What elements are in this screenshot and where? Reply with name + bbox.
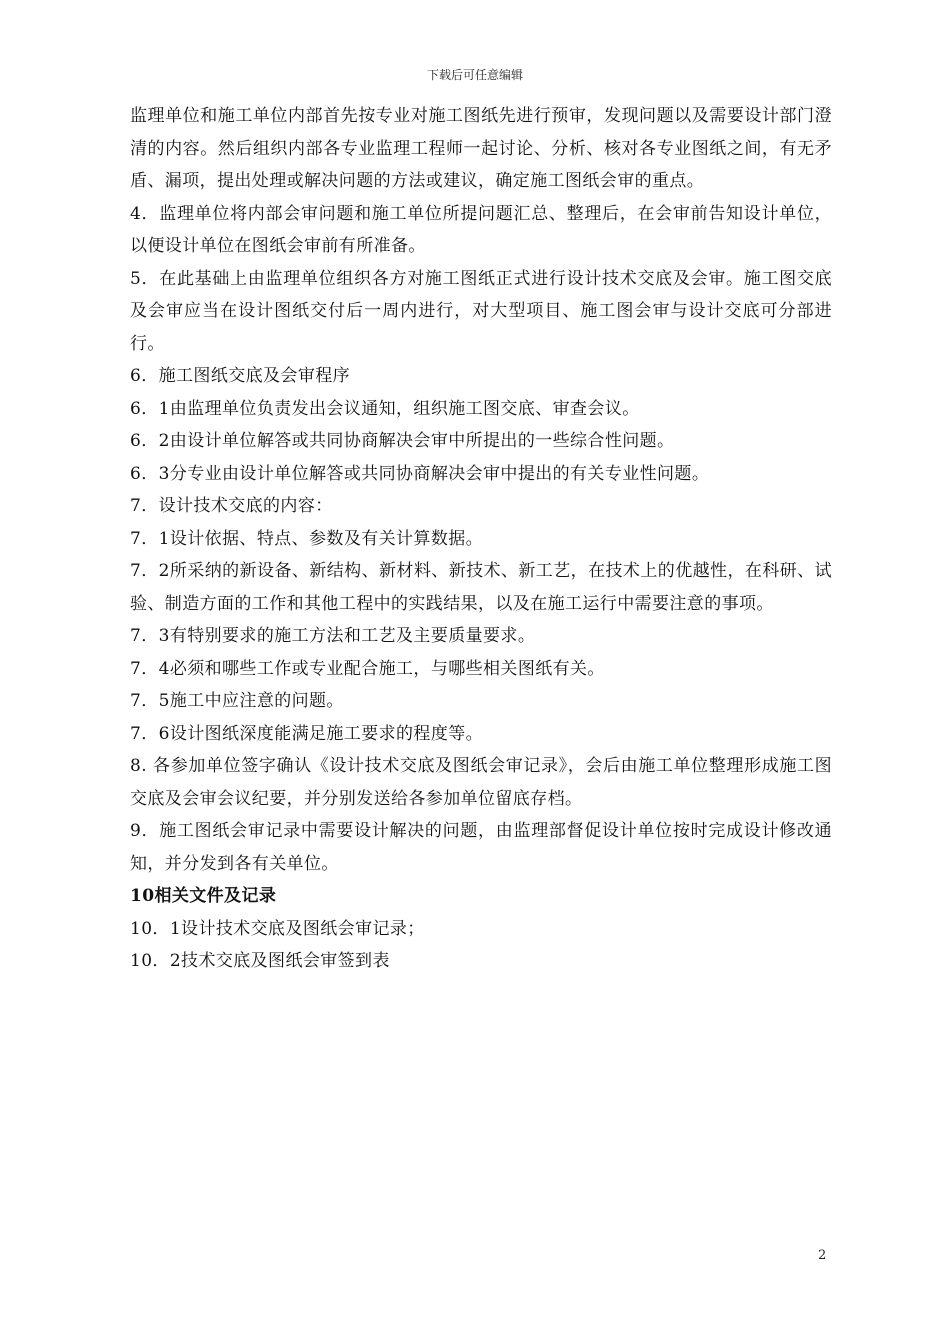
paragraph-7-2: 7．2所采纳的新设备、新结构、新材料、新技术、新工艺，在技术上的优越性，在科研、试验、制造方面的工作和其他工程中的实践结果，以及在施工运行中需要注意的事项。 — [130, 561, 832, 614]
paragraph-6-3: 6．3分专业由设计单位解答或共同协商解决会审中提出的有关专业性问题。 — [130, 463, 710, 484]
page-number: 2 — [818, 1248, 827, 1263]
section-item-10-1: 10．1设计技术交底及图纸会审记录； — [130, 918, 425, 939]
paragraph-9: 9．施工图纸会审记录中需要设计解决的问题，由监理部督促设计单位按时完成设计修改通知，并分发到各有关单位。 — [130, 821, 832, 874]
paragraph-7-4: 7．4必须和哪些工作或专业配合施工，与哪些相关图纸有关。 — [130, 658, 605, 679]
page-header: 下载后可任意编辑 — [426, 68, 523, 82]
paragraph-5: 5．在此基础上由监理单位组织各方对施工图纸正式进行设计技术交底及会审。施工图交底及会审应当在设计图纸交付后一周内进行，对大型项目、施工图会审与设计交底可分部进行。 — [130, 268, 832, 354]
section-heading: 10相关文件及记录 — [130, 886, 277, 906]
paragraph-6-2: 6．2由设计单位解答或共同协商解决会审中所提出的一些综合性问题。 — [130, 431, 675, 451]
paragraph-intro: 监理单位和施工单位内部首先按专业对施工图纸先进行预审，发现问题以及需要设计部门澄清的内容。然后组织内部各专业监理工程师一起讨论、分析、核对各专业图纸之间，有无矛盾、漏项，提出处理或解决问题的方法或建议，确定施工图纸会审的重点。 — [130, 106, 832, 191]
paragraph-7: 7．设计技术交底的内容： — [130, 496, 333, 516]
paragraph-4: 4．监理单位将内部会审问题和施工单位所提问题汇总、整理后，在会审前告知设计单位，以便设计单位在图纸会审前有所准备。 — [130, 203, 832, 256]
paragraph-7-6: 7．6设计图纸深度能满足施工要求的程度等。 — [130, 723, 484, 744]
paragraph-7-1: 7．1设计依据、特点、参数及有关计算数据。 — [130, 528, 484, 549]
section-item-10-2: 10．2技术交底及图纸会审签到表 — [130, 951, 390, 971]
paragraph-8: 8. 各参加单位签字确认《设计技术交底及图纸会审记录》，会后由施工单位整理形成施工图交底及会审会议纪要，并分别发送给各参加单位留底存档。 — [130, 756, 832, 809]
paragraph-6-1: 6．1由监理单位负责发出会议通知，组织施工图交底、审查会议。 — [130, 398, 640, 419]
document-body — [130, 100, 832, 978]
paragraph-7-3: 7．3有特别要求的施工方法和工艺及主要质量要求。 — [130, 626, 536, 646]
paragraph-7-5: 7．5施工中应注意的问题。 — [130, 691, 344, 711]
paragraph-6: 6．施工图纸交底及会审程序 — [130, 366, 351, 386]
